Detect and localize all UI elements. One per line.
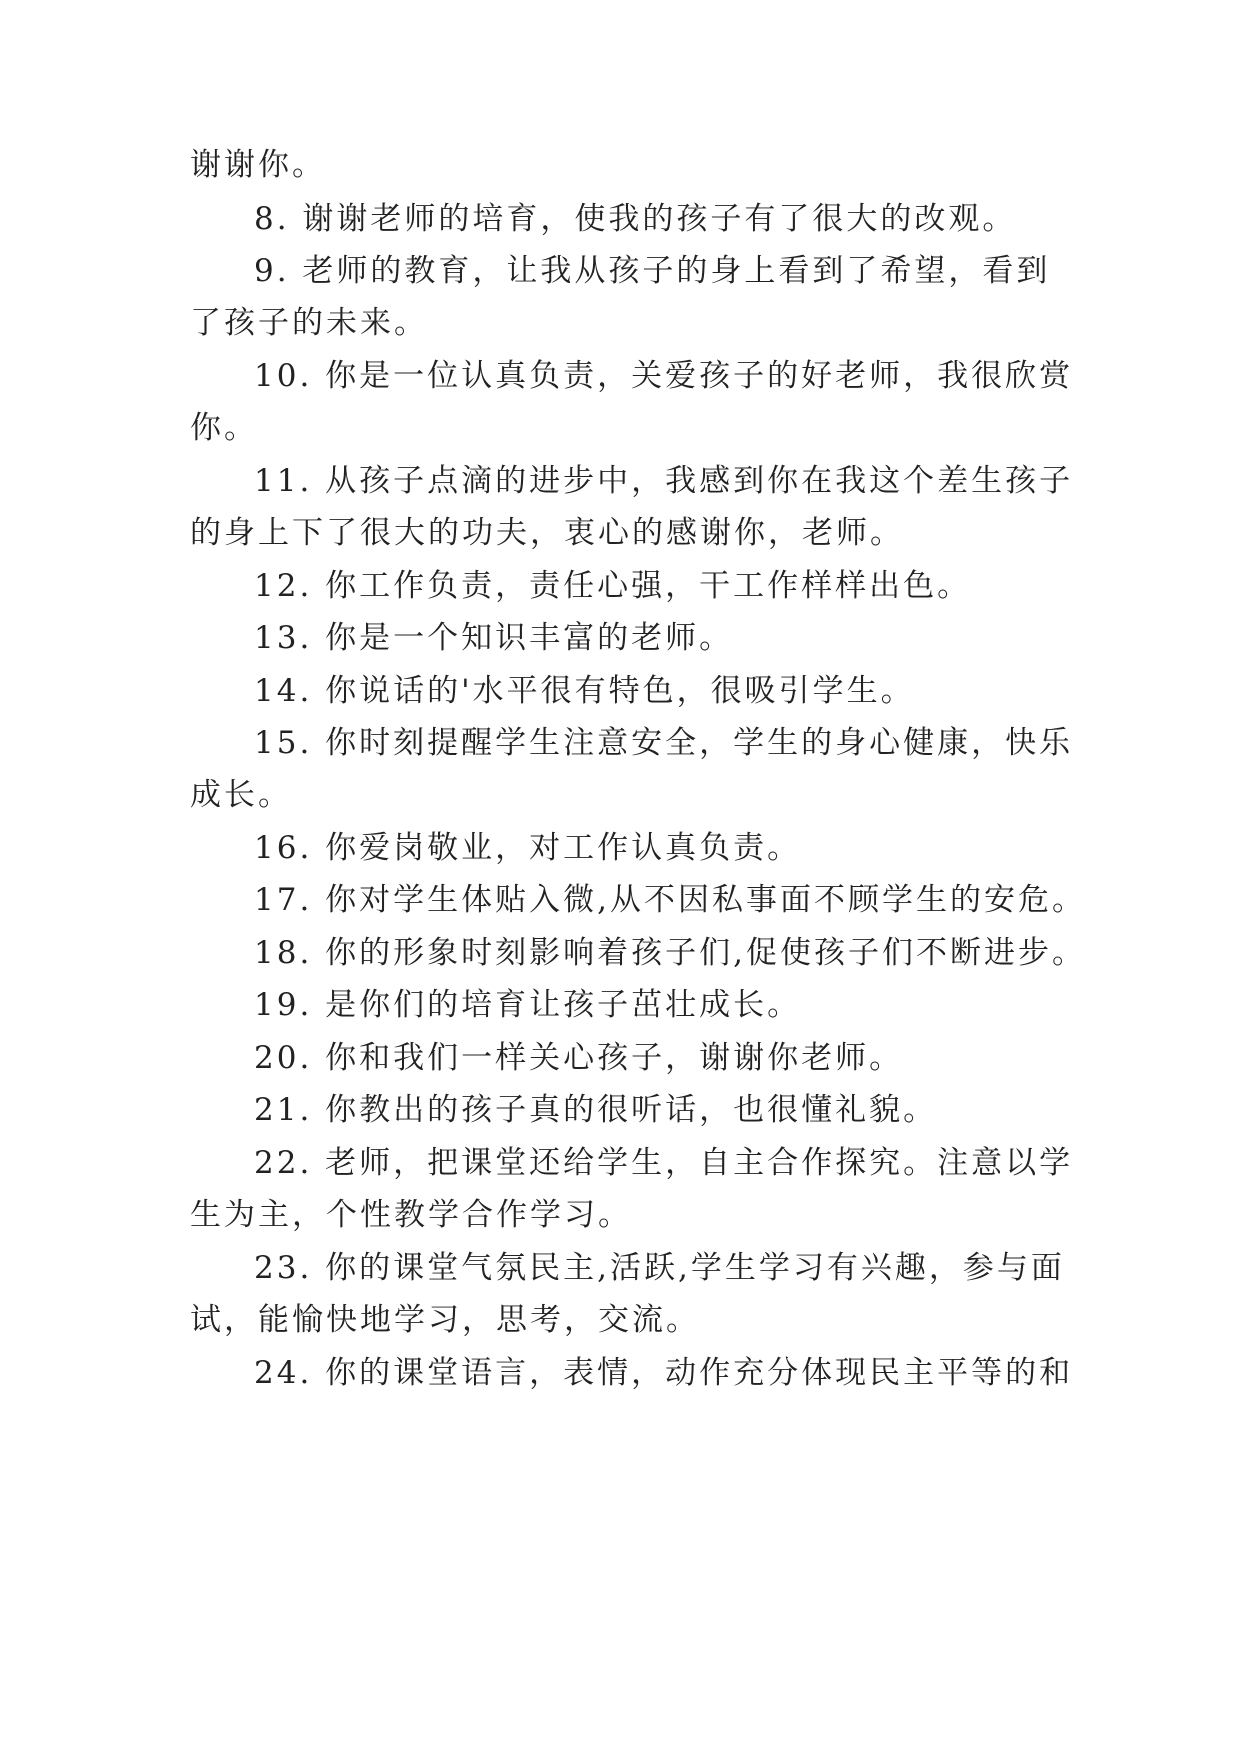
text-line: 18. 你的形象时刻影响着孩子们,促使孩子们不断进步。 xyxy=(254,935,1087,971)
text-line: 10. 你是一位认真负责，关爱孩子的好老师，我很欣赏 xyxy=(254,358,1074,394)
text-line: 15. 你时刻提醒学生注意安全，学生的身心健康，快乐 xyxy=(254,725,1074,761)
text-line: 9. 老师的教育，让我从孩子的身上看到了希望，看到 xyxy=(254,253,1051,289)
text-line: 的身上下了很大的功夫，衷心的感谢你，老师。 xyxy=(190,515,904,551)
text-line: 21. 你教出的孩子真的很听话，也很懂礼貌。 xyxy=(254,1092,938,1128)
text-line: 试，能愉快地学习，思考，交流。 xyxy=(190,1302,700,1338)
text-line: 16. 你爱岗敬业，对工作认真负责。 xyxy=(254,830,802,866)
text-line: 24. 你的课堂语言，表情，动作充分体现民主平等的和 xyxy=(254,1355,1074,1391)
text-line: 23. 你的课堂气氛民主,活跃,学生学习有兴趣，参与面 xyxy=(254,1250,1065,1286)
text-line: 20. 你和我们一样关心孩子，谢谢你老师。 xyxy=(254,1040,904,1076)
text-line: 13. 你是一个知识丰富的老师。 xyxy=(254,620,734,656)
text-line: 19. 是你们的培育让孩子茁壮成长。 xyxy=(254,987,802,1023)
text-line: 17. 你对学生体贴入微,从不因私事面不顾学生的安危。 xyxy=(254,882,1087,918)
text-line: 12. 你工作负责，责任心强，干工作样样出色。 xyxy=(254,568,972,604)
text-line: 生为主，个性教学合作学习。 xyxy=(190,1197,632,1233)
text-line: 22. 老师，把课堂还给学生，自主合作探究。注意以学 xyxy=(254,1145,1074,1181)
text-line: 11. 从孩子点滴的进步中，我感到你在我这个差生孩子 xyxy=(254,463,1074,499)
text-line: 成长。 xyxy=(190,777,292,813)
text-line: 8. 谢谢老师的培育，使我的孩子有了很大的改观。 xyxy=(254,201,1017,237)
text-line: 你。 xyxy=(190,410,258,446)
text-line: 谢谢你。 xyxy=(190,147,326,183)
text-line: 14. 你说话的'水平很有特色，很吸引学生。 xyxy=(254,673,915,709)
text-line: 了孩子的未来。 xyxy=(190,305,428,341)
